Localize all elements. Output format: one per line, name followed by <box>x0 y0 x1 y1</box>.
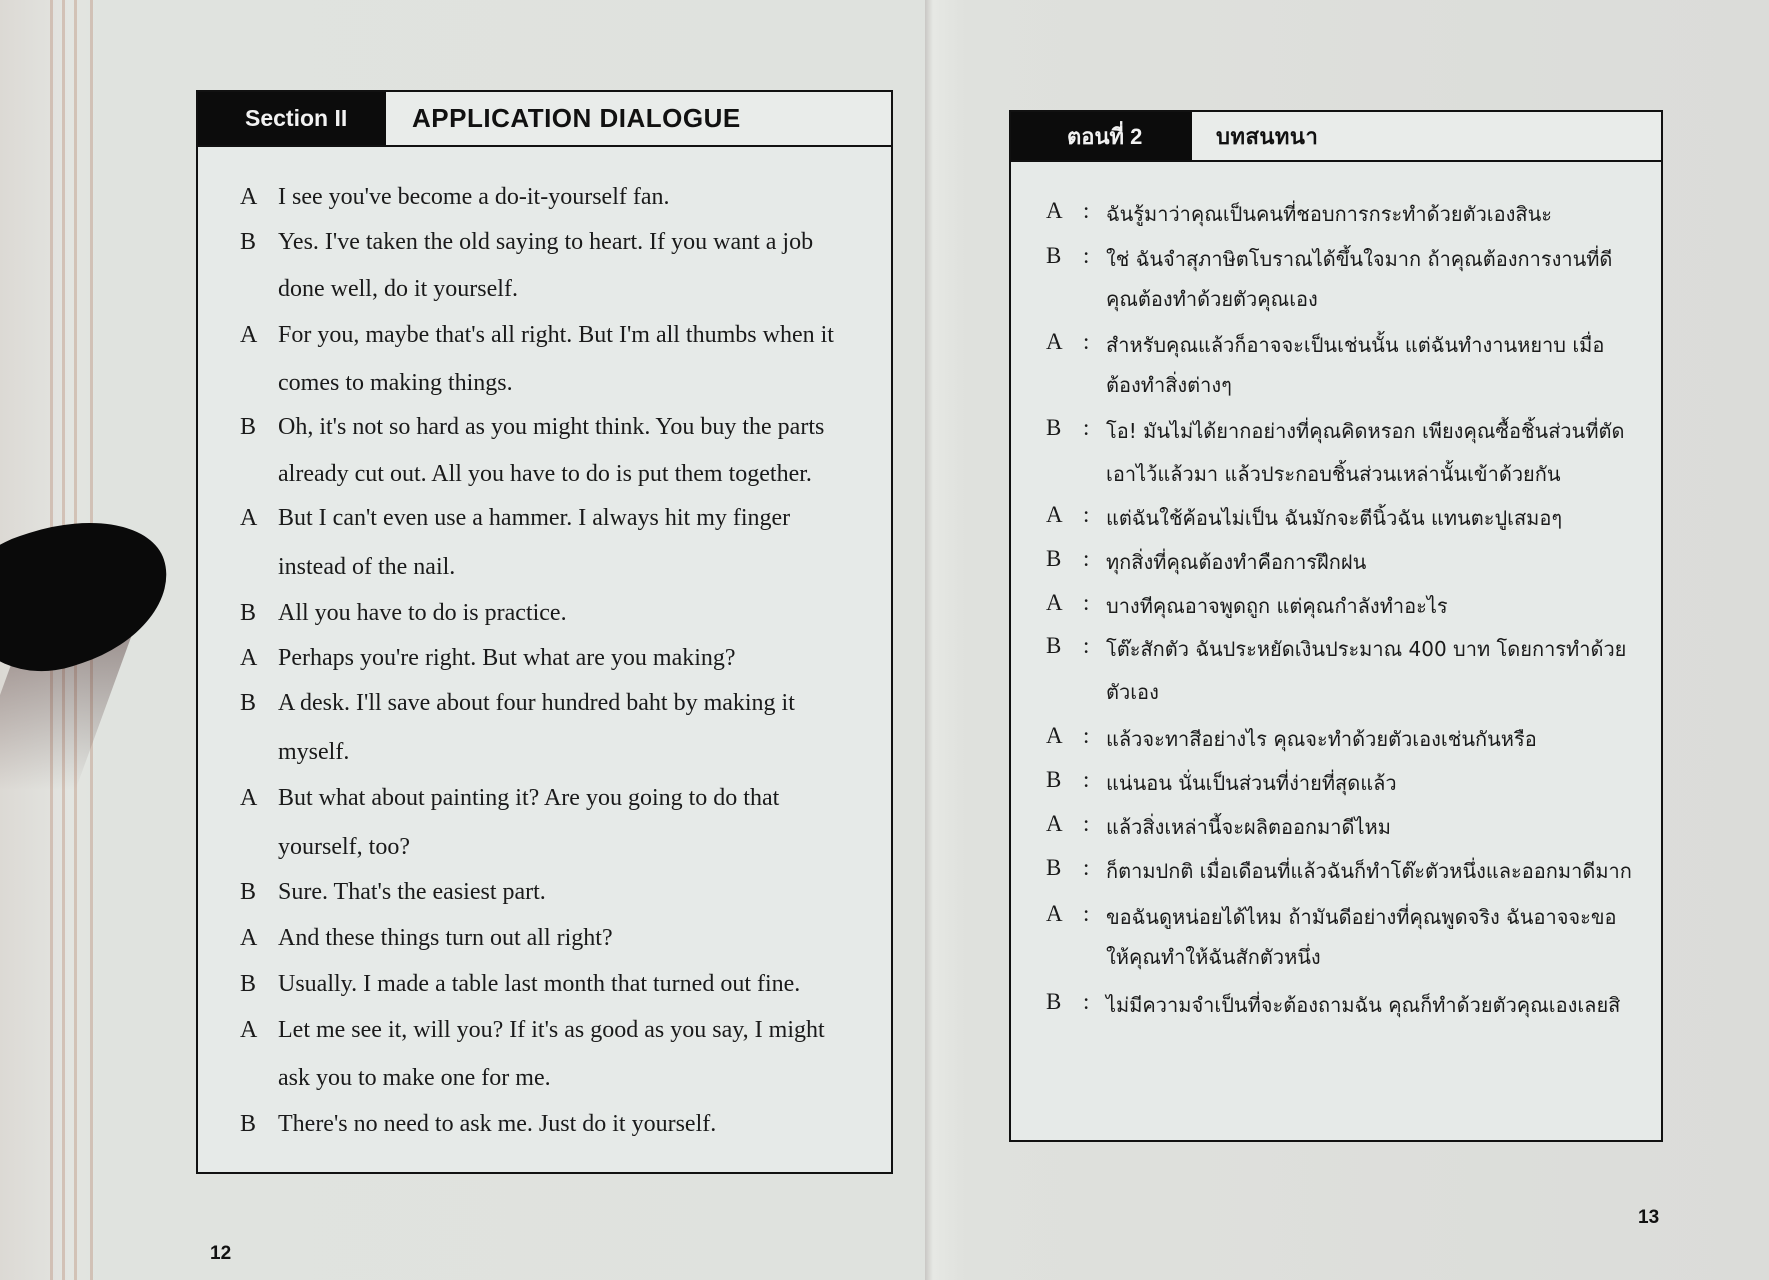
dialogue-text: ไม่มีความจำเป็นที่จะต้องถามฉัน คุณก็ทำด้วยตัวคุณเองเลยสิ <box>1106 993 1621 1017</box>
speaker-colon: : <box>1083 546 1090 571</box>
speaker-label: B <box>240 1111 257 1137</box>
dialogue-text: ask you to make one for me. <box>278 1065 551 1091</box>
speaker-label: B <box>1046 546 1062 571</box>
dialogue-box-english <box>196 90 893 1174</box>
section-tab: Section II <box>198 92 386 145</box>
speaker-colon: : <box>1083 198 1090 223</box>
section-header <box>1011 112 1661 162</box>
dialogue-text: And these things turn out all right? <box>278 925 613 951</box>
dialogue-text: I see you've become a do-it-yourself fan. <box>278 184 670 210</box>
dialogue-text: yourself, too? <box>278 834 410 860</box>
speaker-colon: : <box>1083 767 1090 792</box>
speaker-label: B <box>240 414 257 440</box>
speaker-colon: : <box>1083 811 1090 836</box>
dialogue-text: ตัวเอง <box>1106 680 1159 704</box>
speaker-label: A <box>240 322 258 348</box>
dialogue-text: เอาไว้แล้วมา แล้วประกอบชิ้นส่วนเหล่านั้นเข้าด้วยกัน <box>1106 462 1561 486</box>
dialogue-text: ขอฉันดูหน่อยได้ไหม ถ้ามันดีอย่างที่คุณพูดจริง ฉันอาจจะขอ <box>1106 905 1617 929</box>
speaker-label: B <box>240 879 257 905</box>
speaker-label: A <box>1046 198 1063 223</box>
dialogue-text: Let me see it, will you? If it's as good as you say, I might <box>278 1017 825 1043</box>
speaker-label: A <box>240 184 258 210</box>
dialogue-text: already cut out. All you have to do is put them together. <box>278 461 812 487</box>
speaker-label: B <box>1046 767 1062 792</box>
dialogue-text: โต๊ะสักตัว ฉันประหยัดเงินประมาณ 400 บาท โดยการทำด้วย <box>1106 637 1627 661</box>
speaker-label: B <box>240 690 257 716</box>
speaker-label: A <box>1046 329 1063 354</box>
dialogue-text: done well, do it yourself. <box>278 276 518 302</box>
dialogue-text: Sure. That's the easiest part. <box>278 879 546 905</box>
speaker-label: B <box>240 600 257 626</box>
dialogue-text: ให้คุณทำให้ฉันสักตัวหนึ่ง <box>1106 945 1321 969</box>
speaker-label: B <box>1046 855 1062 880</box>
dialogue-text: แน่นอน นั่นเป็นส่วนที่ง่ายที่สุดแล้ว <box>1106 771 1397 795</box>
speaker-colon: : <box>1083 415 1090 440</box>
speaker-label: A <box>1046 590 1063 615</box>
dialogue-text: Perhaps you're right. But what are you making? <box>278 645 736 671</box>
speaker-label: B <box>1046 243 1062 268</box>
speaker-label: B <box>1046 633 1062 658</box>
speaker-label: A <box>240 925 258 951</box>
speaker-colon: : <box>1083 243 1090 268</box>
dialogue-text: myself. <box>278 739 350 765</box>
dialogue-text: แต่ฉันใช้ค้อนไม่เป็น ฉันมักจะตีนิ้วฉัน แทนตะปูเสมอๆ <box>1106 506 1563 530</box>
dialogue-text: instead of the nail. <box>278 554 456 580</box>
dialogue-text: สำหรับคุณแล้วก็อาจจะเป็นเช่นนั้น แต่ฉันทำงานหยาบ เมื่อ <box>1106 333 1605 357</box>
dialogue-text: คุณต้องทำด้วยตัวคุณเอง <box>1106 287 1318 311</box>
speaker-colon: : <box>1083 502 1090 527</box>
speaker-label: A <box>1046 723 1063 748</box>
dialogue-text: Usually. I made a table last month that turned out fine. <box>278 971 801 997</box>
dialogue-text: ก็ตามปกติ เมื่อเดือนที่แล้วฉันก็ทำโต๊ะตัวหนึ่งและออกมาดีมาก <box>1106 859 1632 883</box>
dialogue-text: There's no need to ask me. Just do it yourself. <box>278 1111 717 1137</box>
dialogue-text: ต้องทำสิ่งต่างๆ <box>1106 373 1232 397</box>
dialogue-text: Yes. I've taken the old saying to heart. If you want a job <box>278 229 814 255</box>
page-number: 12 <box>210 1243 232 1264</box>
dialogue-text: แล้วสิ่งเหล่านี้จะผลิตออกมาดีไหม <box>1106 815 1391 839</box>
speaker-colon: : <box>1083 590 1090 615</box>
speaker-label: A <box>1046 901 1063 926</box>
dialogue-text: All you have to do is practice. <box>278 600 567 626</box>
dialogue-text: For you, maybe that's all right. But I'm all thumbs when it <box>278 322 834 348</box>
speaker-label: A <box>240 785 258 811</box>
section-tab: ตอนที่ 2 <box>1011 112 1192 160</box>
page-number: 13 <box>1638 1207 1660 1228</box>
dialogue-text: บางทีคุณอาจพูดถูก แต่คุณกำลังทำอะไร <box>1106 594 1448 618</box>
speaker-label: A <box>240 505 258 531</box>
section-header <box>198 92 891 147</box>
dialogue-text: comes to making things. <box>278 370 513 396</box>
speaker-colon: : <box>1083 329 1090 354</box>
dialogue-text: ทุกสิ่งที่คุณต้องทำคือการฝึกฝน <box>1106 550 1367 574</box>
dialogue-box-thai <box>1009 110 1663 1142</box>
speaker-colon: : <box>1083 901 1090 926</box>
dialogue-text: Oh, it's not so hard as you might think. You buy the parts <box>278 414 825 440</box>
dialogue-text: A desk. I'll save about four hundred baht by making it <box>278 690 795 716</box>
dialogue-text: But what about painting it? Are you going to do that <box>278 785 780 811</box>
speaker-colon: : <box>1083 855 1090 880</box>
dialogue-text: โอ! มันไม่ได้ยากอย่างที่คุณคิดหรอก เพียงคุณซื้อชิ้นส่วนที่ตัด <box>1106 419 1625 443</box>
dialogue-text: แล้วจะทาสีอย่างไร คุณจะทำด้วยตัวเองเช่นกันหรือ <box>1106 727 1537 751</box>
speaker-label: A <box>240 645 258 671</box>
speaker-label: A <box>240 1017 258 1043</box>
section-title: บทสนทนา <box>1216 123 1319 149</box>
speaker-label: B <box>1046 989 1062 1014</box>
speaker-label: A <box>1046 811 1063 836</box>
speaker-label: B <box>1046 415 1062 440</box>
speaker-label: B <box>240 971 257 997</box>
section-title: APPLICATION DIALOGUE <box>412 103 741 133</box>
speaker-label: A <box>1046 502 1063 527</box>
dialogue-text: ใช่ ฉันจำสุภาษิตโบราณได้ขึ้นใจมาก ถ้าคุณต้องการงานที่ดี <box>1106 247 1613 271</box>
speaker-label: B <box>240 229 257 255</box>
speaker-colon: : <box>1083 723 1090 748</box>
right-page <box>925 0 1769 1280</box>
speaker-colon: : <box>1083 989 1090 1014</box>
dialogue-text: But I can't even use a hammer. I always hit my finger <box>278 505 791 531</box>
dialogue-text: ฉันรู้มาว่าคุณเป็นคนที่ชอบการกระทำด้วยตัวเองสินะ <box>1106 202 1553 226</box>
speaker-colon: : <box>1083 633 1090 658</box>
